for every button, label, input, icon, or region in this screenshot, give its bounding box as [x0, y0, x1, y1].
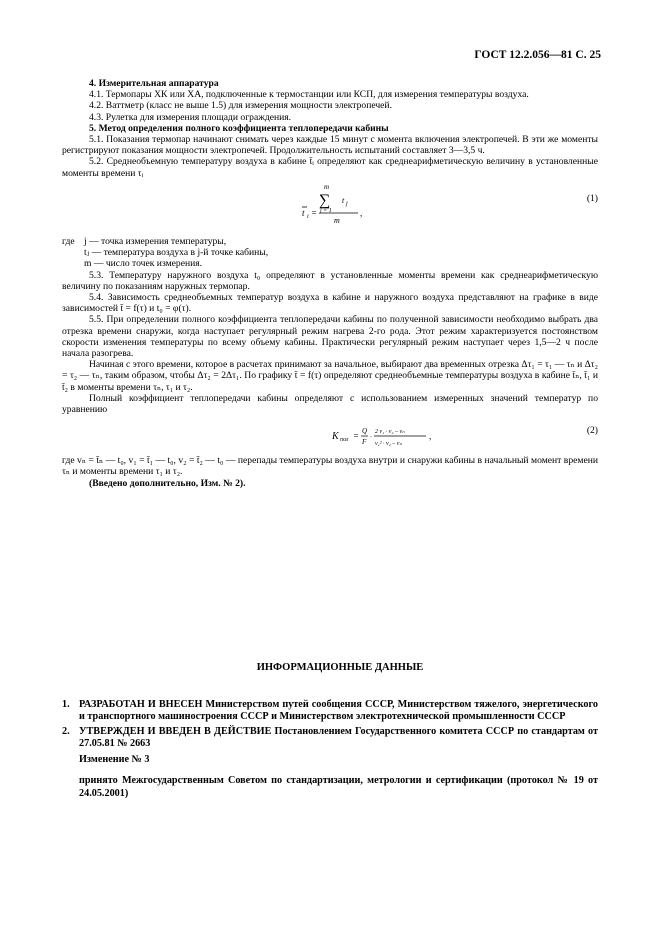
- info-data-section: [62, 662, 598, 800]
- section-5-title: 5. Метод определения полного коэффициента теплопередачи кабины: [89, 122, 389, 134]
- page-header: ГОСТ 12.2.056—81 С. 25: [474, 49, 601, 61]
- definition-intro: где: [62, 235, 75, 247]
- formula-2-graphic: [332, 421, 442, 451]
- info-item-2-text: УТВЕРЖДЕН И ВВЕДЕН В ДЕЙСТВИЕ Постановлением Государственного комитета СССР по стандартам от 27.05.81 № 2663: [79, 725, 598, 749]
- info-title: ИНФОРМАЦИОННЫЕ ДАННЫЕ: [256, 662, 424, 673]
- svg-text:t: t: [342, 195, 345, 205]
- svg-text:j = 1: j = 1: [320, 207, 332, 214]
- svg-text:·: ·: [370, 433, 372, 442]
- paragraph-4-1: 4.1. Термопары ХК или ХА, подключенные к термостанции или КСП, для измерения температуры воздуха.: [89, 89, 529, 101]
- formula-1-graphic: [302, 179, 372, 234]
- paragraph-4-2: 4.2. Ваттметр (класс не выше 1.5) для измерения мощности электропечей.: [89, 100, 392, 112]
- formula-1-number: (1): [586, 192, 598, 204]
- formula-2: [62, 419, 598, 453]
- change-text: принято Межгосударственным Советом по стандартизации, метрологии и сертификации (протокол № 19 от 24.05.2001): [79, 775, 598, 799]
- paragraph-5-2: 5.2. Среднеобъемную температуру воздуха в кабине t̄ᵢ определяют как среднеарифметическую величину в установленные моменты времени τᵢ: [62, 156, 598, 179]
- svg-text:v₁² · v₂ – vₙ: v₁² · v₂ – vₙ: [375, 441, 402, 448]
- svg-text:K: K: [332, 431, 339, 443]
- paragraph-5-7: Полный коэффициент теплопередачи кабины определяют с использованием измеренных значений температур по уравнению: [62, 392, 598, 416]
- change-title: Изменение № 3: [79, 753, 150, 765]
- svg-text:=: =: [311, 207, 318, 218]
- svg-text:Q: Q: [362, 427, 368, 436]
- definition-j: j — точка измерения температуры,: [84, 236, 227, 248]
- definitions: [62, 236, 598, 270]
- paragraph-5-3: 5.3. Температуру наружного воздуха t₀ определяют в установленные моменты времени как среднеарифметическую величину по показаниям наружных термопар.: [62, 269, 598, 292]
- amendment-note: (Введено дополнительно, Изм. № 2).: [89, 477, 246, 489]
- svg-text:m: m: [324, 182, 330, 191]
- info-item-1: [62, 699, 598, 724]
- section-4-title: 4. Измерительная аппаратура: [89, 78, 219, 89]
- svg-text:∑: ∑: [319, 191, 331, 209]
- svg-text:F: F: [362, 438, 367, 447]
- info-item-2-number: 2.: [62, 725, 70, 737]
- info-item-1-number: 1.: [62, 698, 70, 710]
- paragraph-5-4: 5.4. Зависимость среднеобъемных температур воздуха в кабине и наружного воздуха представляют на графике в виде зависимостей t̄ = f(τ) и t₀ = φ(τ).: [62, 292, 598, 315]
- formula-1: [62, 179, 598, 234]
- svg-text:j: j: [346, 200, 348, 207]
- svg-text:пол: пол: [340, 437, 349, 444]
- svg-text:m: m: [334, 215, 340, 225]
- svg-text:=: =: [353, 431, 360, 442]
- formula-2-number: (2): [586, 425, 598, 437]
- svg-text:i: i: [307, 213, 309, 220]
- info-item-2: [62, 726, 598, 751]
- definition-m: m — число точек измерения.: [84, 258, 203, 270]
- info-item-1-text: РАЗРАБОТАН И ВНЕСЕН Министерством путей сообщения СССР, Министерством тяжелого, энергетического и транспортного машиностроения СССР и Министерством электротехнической промышленности СССР: [79, 698, 598, 722]
- main-text: [62, 78, 598, 489]
- svg-text:2 v₁ · v₂ – vₙ: 2 v₁ · v₂ – vₙ: [375, 429, 405, 436]
- definition-tj: tⱼ — температура воздуха в j-й точке кабины,: [84, 247, 269, 259]
- paragraph-5-8: где vₙ = t̄ₙ — t₀, v₁ = t̄₁ — t₀, v₂ = t̄₂ — t₀ — перепады температуры воздуха внутри и снаружи кабины в начальный момент времени τₙ и моменты времени τ₁ и τ₂.: [62, 455, 598, 478]
- svg-text:,: ,: [360, 207, 363, 218]
- paragraph-5-1: 5.1. Показания термопар начинают снимать через каждые 15 минут с момента включения электропечей. В эти же моменты регистрируют показания мощности электропечей. Продолжительность испытаний составляет 3—3,5 ч.: [62, 134, 598, 157]
- svg-text:t: t: [302, 207, 305, 218]
- paragraph-4-3: 4.3. Рулетка для измерения площади ограждения.: [89, 111, 292, 123]
- svg-text:,: ,: [429, 431, 432, 442]
- paragraph-5-6: Начиная с этого времени, которое в расчетах принимают за начальное, выбирают два временных отрезка Δτ₁ = τ₁ — τₙ и Δτ₂ = τ₂ — τₙ, таким образом, чтобы Δτ₂ = 2Δτ₁. По графику t̄ = f(τ) определяют среднеобъемные температуры воздуха в кабине t̄ₙ, t̄₁ и t̄₂ в моменты времени τₙ, τ₁ и τ₂.: [62, 359, 598, 393]
- paragraph-5-5: 5.5. При определении полного коэффициента теплопередачи кабины по полученной зависимости необходимо выбрать два отрезка времени снаружи, когда наступает регулярный режим нагрева 2-го рода. Этот режим характеризуется постоянством скорости изменения температуры по всему объему кабины. Практически регулярный режим наступает через 1,5—2 ч после начала разогрева.: [62, 314, 598, 360]
